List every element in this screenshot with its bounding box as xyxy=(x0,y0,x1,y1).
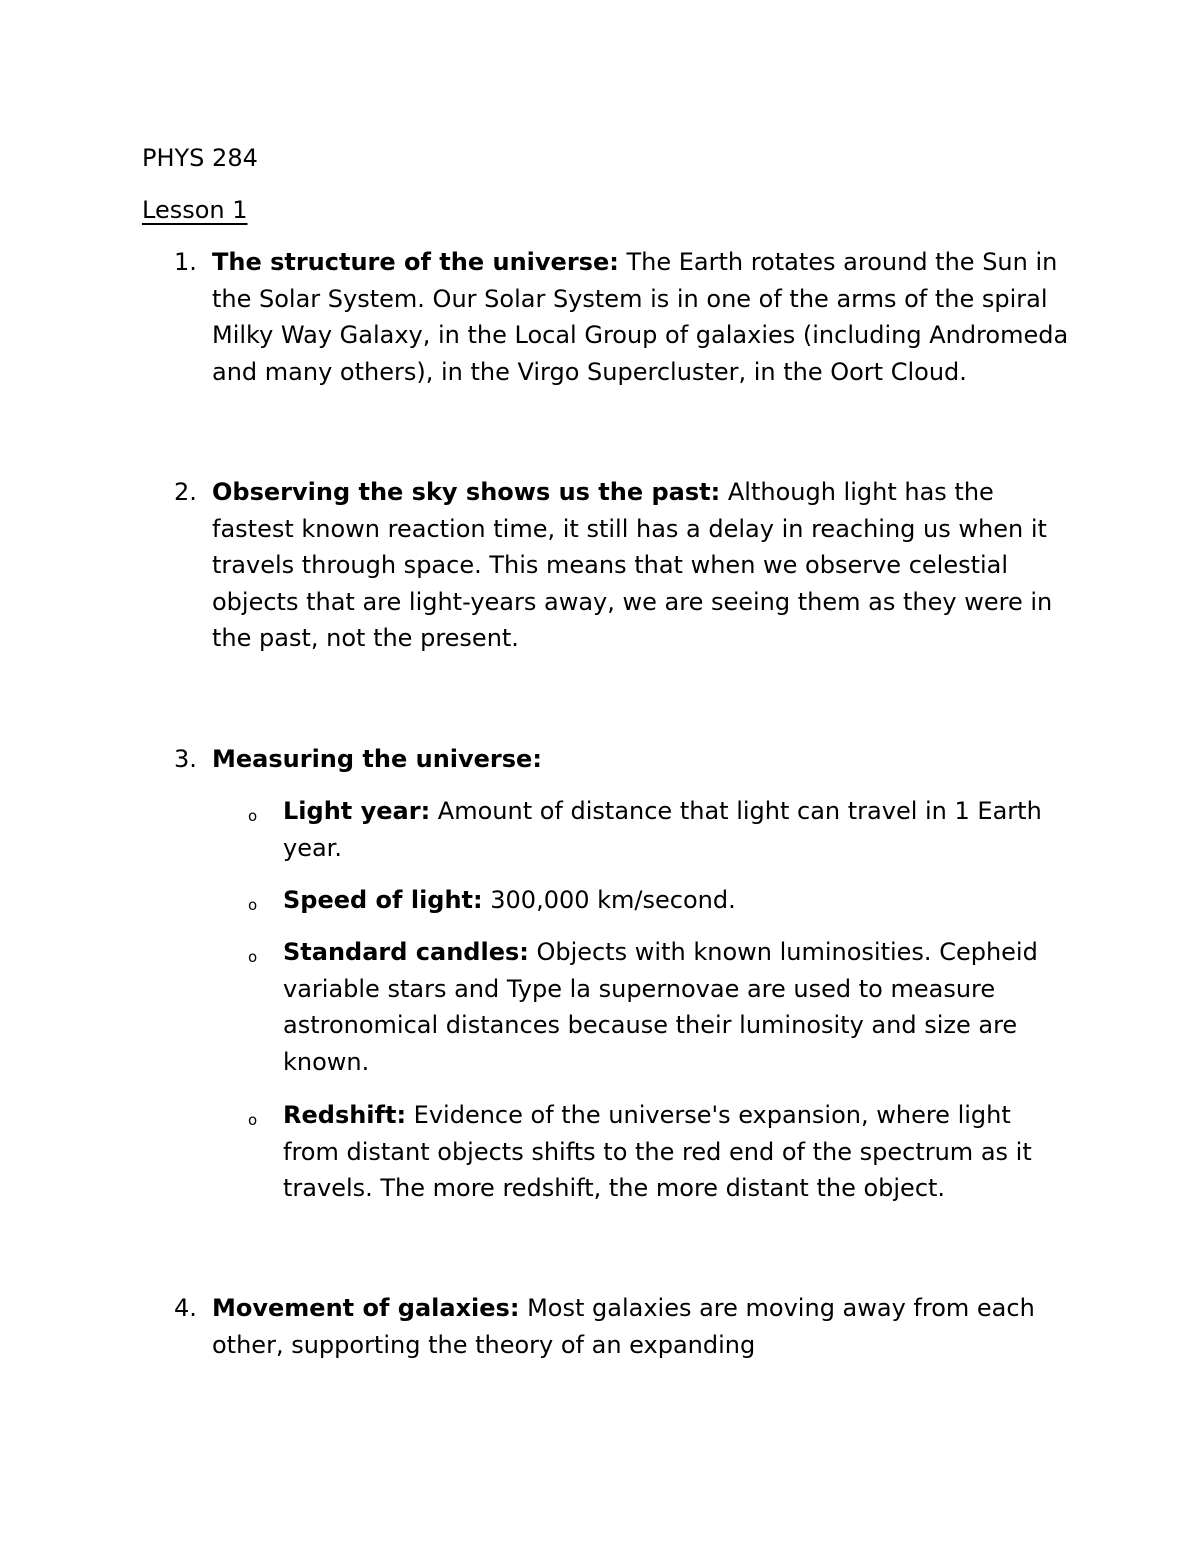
subitem-heading: Light year: xyxy=(283,797,431,825)
subitem-heading: Speed of light: xyxy=(283,886,483,914)
subitem-text: Amount of distance that light can travel in 1 Earth year. xyxy=(283,797,1042,862)
bullet-marker: o xyxy=(248,807,258,825)
sub-list-paragraph xyxy=(283,934,1073,1080)
item-heading: Movement of galaxies: xyxy=(212,1294,520,1322)
sub-list-paragraph xyxy=(283,1097,1073,1207)
list-paragraph xyxy=(212,244,1072,390)
list-paragraph xyxy=(212,1290,1072,1363)
subitem-text: Evidence of the universe's expansion, where light from distant objects shifts to the red end of the spectrum as it travels. The more redshift, the more distant the object. xyxy=(283,1101,1032,1203)
item-heading: The structure of the universe: xyxy=(212,248,619,276)
list-number: 1. xyxy=(174,248,197,276)
list-number: 2. xyxy=(174,478,197,506)
subitem-text: Objects with known luminosities. Cepheid variable stars and Type la supernovae are used to measure astronomical distances because their luminosity and size are known. xyxy=(283,938,1038,1076)
subitem-heading: Redshift: xyxy=(283,1101,407,1129)
course-title: PHYS 284 xyxy=(142,144,258,172)
bullet-marker: o xyxy=(248,1111,258,1129)
bullet-marker: o xyxy=(248,948,258,966)
item-text: Although light has the fastest known reaction time, it still has a delay in reaching us when it travels through space. This means that when we observe celestial objects that are light-years away, we are seeing them as they were in the past, not the present. xyxy=(212,478,1053,653)
list-number: 4. xyxy=(174,1294,197,1322)
list-paragraph xyxy=(212,474,1072,657)
item-heading: Observing the sky shows us the past: xyxy=(212,478,721,506)
subitem-heading: Standard candles: xyxy=(283,938,529,966)
bullet-marker: o xyxy=(248,896,258,914)
sub-list-paragraph xyxy=(283,882,1073,919)
item-text: The Earth rotates around the Sun in the Solar System. Our Solar System is in one of the arms of the spiral Milky Way Galaxy, in the Local Group of galaxies (including Andromeda and many others), in the Virgo Supercluster, in the Oort Cloud. xyxy=(212,248,1069,386)
list-number: 3. xyxy=(174,745,197,773)
list-paragraph xyxy=(212,741,1072,778)
item-heading: Measuring the universe: xyxy=(212,745,542,773)
subitem-text: 300,000 km/second. xyxy=(482,886,736,914)
lesson-title: Lesson 1 xyxy=(142,196,248,224)
item-text: Most galaxies are moving away from each other, supporting the theory of an expanding xyxy=(212,1294,1035,1359)
sub-list-paragraph xyxy=(283,793,1073,866)
